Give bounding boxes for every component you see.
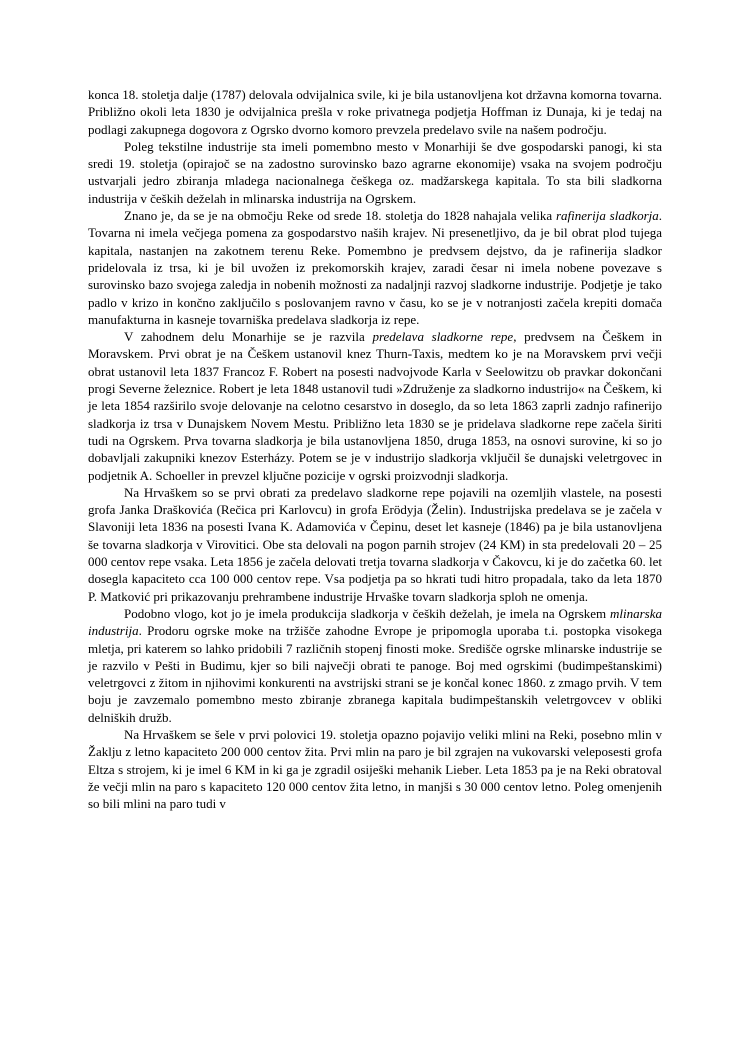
text-block: [88, 86, 662, 812]
paragraph: [88, 138, 662, 207]
text-run: Na Hrvaškem se šele v prvi polovici 19. stoletja opazno pojavijo veliki mlini na Reki, posebno mlin v Žaklju z letno kapaciteto 200 000 centov žita. Prvi mlin na paro je bil zgrajen na vukovarski veleposesti grofa Eltza s strojem, ki je imel 6 KM in ki ga je zgradil osiješki mehanik Lieber. Leta 1853 pa je na Reki obratoval že večji mlin na paro s kapaciteto 120 000 centov žita letno, in manjši s 30 000 centov letno. Poleg omenjenih so bili mlini na paro tudi v: [88, 726, 662, 812]
text-run: V zahodnem delu Monarhije se je razvila: [124, 329, 373, 345]
italic-text-run: predelava sladkorne repe: [372, 329, 514, 345]
paragraph: [88, 207, 662, 328]
paragraph: [88, 86, 662, 138]
text-run: Poleg tekstilne industrije sta imeli pomembno mesto v Monarhiji še dve gospodarski panogi, ki sta sredi 19. stoletja (opirajoč se na zadostno surovinsko bazo agrarne ekonomije) vsaka na svojem področju ustvarjali jedro zbiranja mladega nacionalnega češkega oz. madžarskega kapitala. To sta bili sladkorna industrija v čeških deželah in mlinarska industrija na Ogrskem.: [88, 138, 662, 206]
text-run: . Prodoru ogrske moke na tržišče zahodne Evrope je pripomogla uporaba t.i. postopka visokega mletja, pri katerem so lahko pridobili 7 različnih stopenj finosti moke. Središče ogrske mlinarske industrije se je razvilo v Pešti in Budimu, kjer so bili največji obrati te panoge. Boj med ogrskimi (budimpeštanskimi) veletrgovci z žitom in njihovimi konkurenti na avstrijski strani se je končal konec 1860. z zmago prvih. V tem boju je zavzemalo pomembno mesto zbiranje zbranega kapitala budimpeštanskih veletrgovcev v obliki delniških družb.: [88, 623, 662, 725]
paragraph: [88, 605, 662, 726]
italic-text-run: rafinerija sladkorja: [556, 208, 659, 224]
text-run: Na Hrvaškem so se prvi obrati za predelavo sladkorne repe pojavili na ozemljih vlastele, na posesti grofa Janka Draškovića (Rečica pri Karlovcu) in grofa Erödyja (Želin). Industrijska predelava se je začela v Slavoniji leta 1836 na posesti Ivana K. Adamovića v Čepinu, deset let kasneje (1846) pa je bila ustanovljena še tovarna sladkorja v Virovitici. Obe sta delovali na pogon parnih strojev (24 KM) in sta predelovali 20 – 25 000 centov repe vsaka. Leta 1856 je začela delovati tretja tovarna sladkorja v Čakovcu, ki je do začetka 60. let dosegla kapaciteto cca 100 000 centov repe. Vsa podjetja pa so hkrati tudi hitro propadala, tako da leta 1870 P. Matković pri prikazovanju prehrambene industrije Hrvaške tovarn sladkorja sploh ne omenja.: [88, 484, 662, 604]
text-run: Znano je, da se je na območju Reke od srede 18. stoletja do 1828 nahajala velika: [124, 208, 556, 224]
paragraph: [88, 726, 662, 812]
text-run: . Tovarna ni imela večjega pomena za gospodarstvo naših krajev. Ni presenetljivo, da je bil obrat plod tujega kapitala, nastanjen na zakotnem terenu Reke. Pomembno je predvsem dejstvo, da je rafinerija sladkor pridelovala iz trsa, ki je bil uvožen iz prekomorskih krajev, zaradi česar ni imela nobene povezave s surovinsko bazo svojega zaledja in nobenih možnosti za nadaljnji razvoj sladkorne industrije. Podjetje je tako padlo v krizo in končno zaključilo s poslovanjem ravno v času, ko se je v notranjosti začela krepiti domača manufakturna in kasneje tovarniška predelava sladkorja iz repe.: [88, 208, 663, 327]
text-run: Podobno vlogo, kot jo je imela produkcija sladkorja v čeških deželah, je imela na Ogrskem: [124, 605, 610, 621]
paragraph: [88, 328, 662, 484]
paragraph: [88, 484, 662, 605]
text-run: konca 18. stoletja dalje (1787) delovala odvijalnica svile, ki je bila ustanovljena kot državna komorna tovarna. Približno okoli leta 1830 je odvijalnica prešla v roke privatnega podjetja Hoffman iz Dunaja, ki je tedaj na podlagi zakupnega dogovora z Ogrsko dvorno komoro prevzela predelavo svile na našem področju.: [88, 87, 662, 137]
italic-text-run: mlinarska industrija: [88, 605, 662, 639]
text-run: , predvsem na Češkem in Moravskem. Prvi obrat je na Češkem ustanovil knez Thurn-Taxis, medtem ko je na Moravskem prvi večji obrat ustanovil leta 1837 Francoz F. Robert na posesti nadvojvode Karla v Seelowitzu ob pravkar dokončani progi Severne železnice. Robert je leta 1848 ustanovil tudi »Združenje za sladkorno industrijo« na Češkem, ki je leta 1854 razširilo svoje delovanje na celotno cesarstvo in doseglo, da so leta 1863 zaprli zadnjo rafinerijo sladkorja iz trsa v Dunajskem Novem Mestu. Približno leta 1830 se je pridelava sladkorne repe začela širiti tudi na Ogrskem. Prva tovarna sladkorja je bila ustanovljena 1850, druga 1853, na osnovi surovine, ki so jo dobavljali zakupniki knezov Esterházy. Potem se je v industrijo sladkorja vključil še dunajski veletrgovec in podjetnik A. Schoeller in prevzel ključne pozicije v ogrski proizvodnji sladkorja.: [88, 329, 662, 483]
